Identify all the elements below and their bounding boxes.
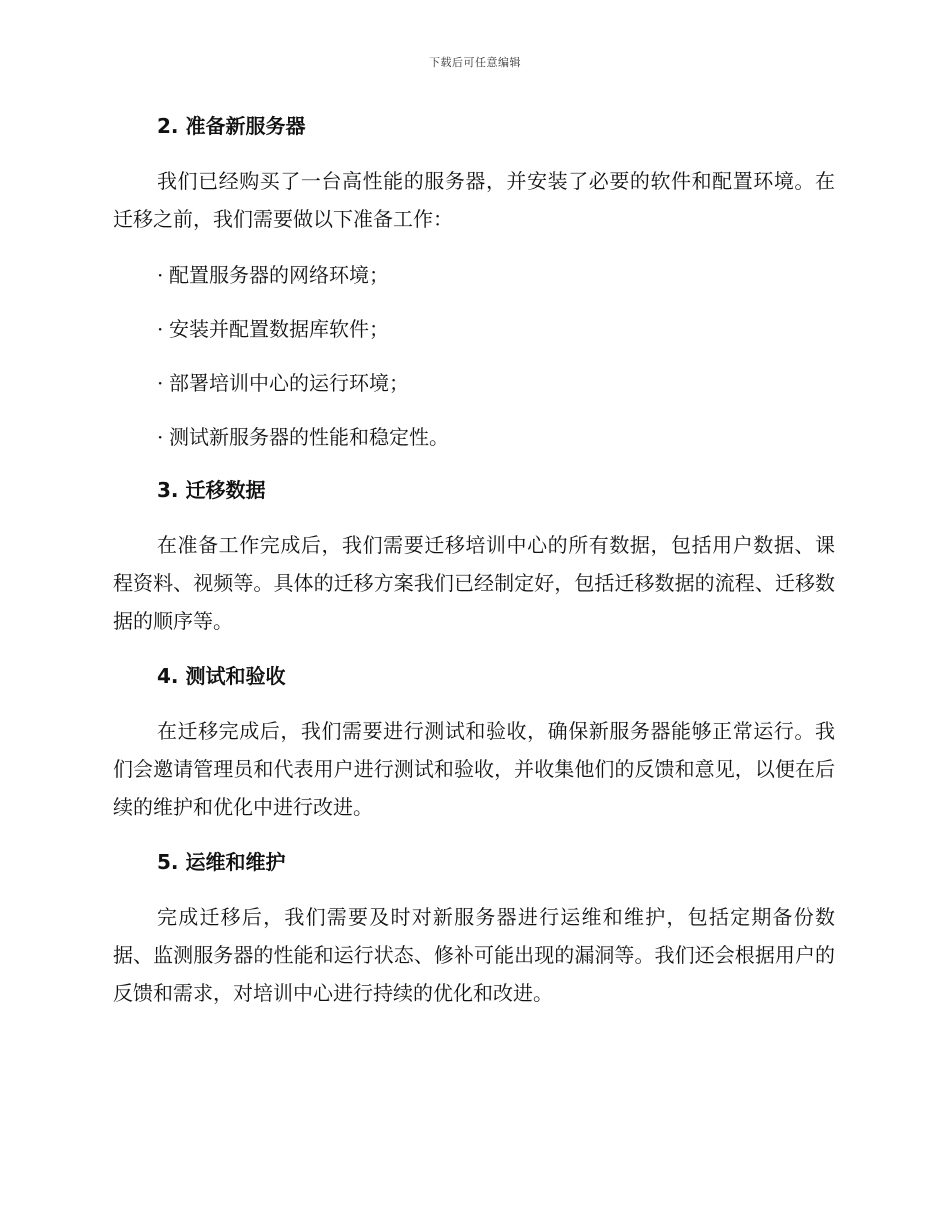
list-item	[157, 418, 835, 456]
bullet-dot: ·	[157, 317, 164, 341]
list-item-text: 安装并配置数据库软件；	[169, 317, 389, 341]
section-operations-maintenance	[113, 844, 835, 1012]
section-prepare-server	[113, 108, 835, 456]
list-item	[157, 310, 835, 348]
paragraph: 我们已经购买了一台高性能的服务器，并安装了必要的软件和配置环境。在迁移之前，我们需要做以下准备工作：	[113, 169, 835, 231]
list-item-text: 配置服务器的网络环境；	[169, 263, 389, 287]
paragraph: 在准备工作完成后，我们需要迁移培训中心的所有数据，包括用户数据、课程资料、视频等。具体的迁移方案我们已经制定好，包括迁移数据的流程、迁移数据的顺序等。	[113, 533, 835, 633]
paragraph: 在迁移完成后，我们需要进行测试和验收，确保新服务器能够正常运行。我们会邀请管理员和代表用户进行测试和验收，并收集他们的反馈和意见，以便在后续的维护和优化中进行改进。	[113, 719, 835, 819]
bullet-dot: ·	[157, 371, 164, 395]
list-item-text: 测试新服务器的性能和稳定性。	[169, 425, 449, 449]
page-header: 下载后可任意编辑	[429, 56, 521, 69]
bullet-dot: ·	[157, 263, 164, 287]
paragraph: 完成迁移后，我们需要及时对新服务器进行运维和维护，包括定期备份数据、监测服务器的性能和运行状态、修补可能出现的漏洞等。我们还会根据用户的反馈和需求，对培训中心进行持续的优化和改进。	[113, 905, 835, 1005]
document-body	[113, 108, 835, 1030]
section-test-acceptance	[113, 658, 835, 826]
section-heading: 4. 测试和验收	[157, 664, 286, 688]
list-item	[157, 364, 835, 402]
list-item	[157, 256, 835, 294]
section-heading: 2. 准备新服务器	[157, 114, 306, 138]
list-item-text: 部署培训中心的运行环境；	[169, 371, 409, 395]
section-heading: 3. 迁移数据	[157, 478, 266, 502]
section-migrate-data	[113, 472, 835, 640]
bullet-dot: ·	[157, 425, 164, 449]
section-heading: 5. 运维和维护	[157, 850, 286, 874]
